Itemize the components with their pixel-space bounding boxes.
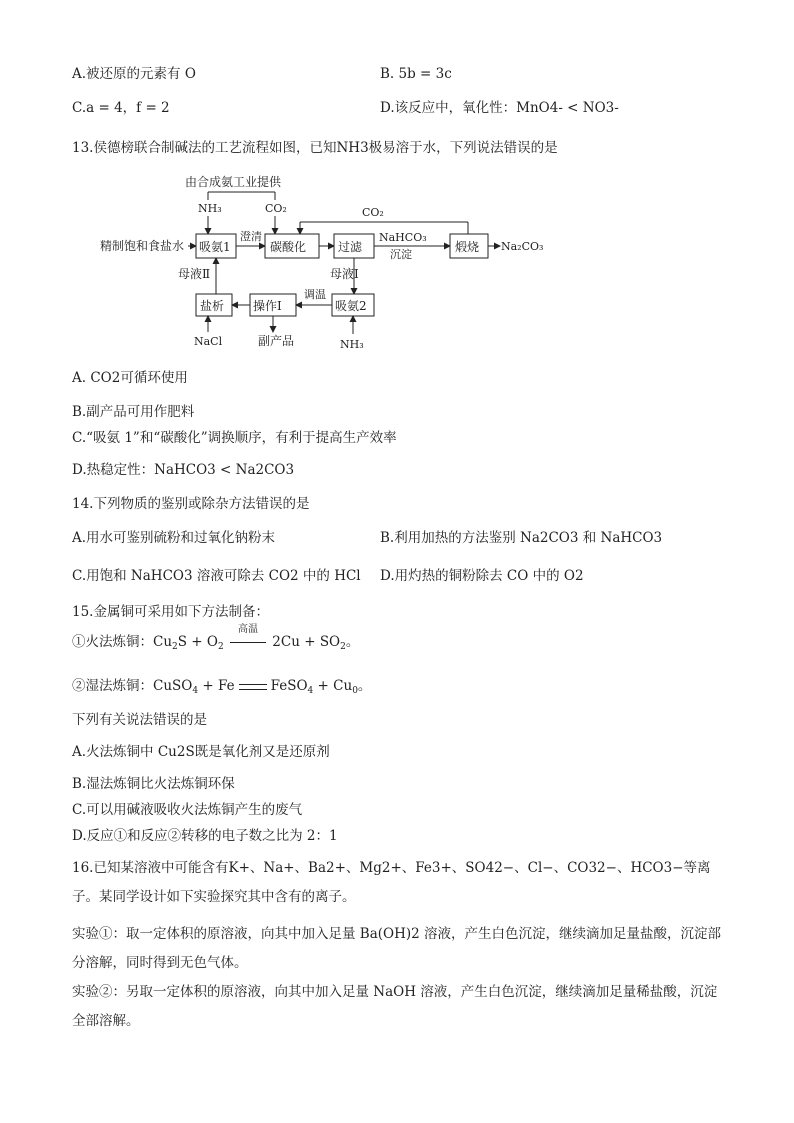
diagram-co2-recycle: CO₂	[362, 206, 384, 219]
q14-stem: 14.下列物质的鉴别或除杂方法错误的是	[72, 496, 310, 512]
q12-option-d-prefix: D.该反应中，氧化性：	[380, 100, 517, 116]
q16-stem-b: 等离子。某同学设计如下实验探究其中含有的离子。	[72, 860, 711, 905]
q16-experiment-1: 实验①：取一定体积的原溶液，向其中加入足量 Ba(OH)2 溶液，产生白色沉淀，继续滴加足量盐酸，沉淀部分溶解，同时得到无色气体。	[72, 926, 722, 971]
q15-method2-label: ②湿法炼铜：	[72, 678, 153, 694]
diagram-product: Na₂CO₃	[501, 240, 544, 253]
q15-method1: ①火法炼铜：$Cu_2S + O_2$ 高温 $2Cu + SO_2$。	[72, 632, 359, 657]
q13-option-c: C.“吸氨 1”和“碳酸化”调换顺序，有利于提高生产效率	[72, 430, 397, 446]
q16-stem-a: 16.已知某溶液中可能含有	[72, 860, 229, 876]
diagram-nahco3: NaHCO₃	[379, 231, 427, 244]
diagram-box-absorb1: 吸氨1	[199, 240, 231, 254]
q13-option-b: B.副产品可用作肥料	[72, 404, 195, 420]
q15-sub-stem: 下列有关说法错误的是	[72, 712, 207, 728]
q14-option-c: C.用饱和 NaHCO3 溶液可除去 CO2 中的 HCl	[72, 568, 361, 584]
q12-option-b: B. 5b = 3c	[380, 66, 452, 82]
q13-option-a: A. CO2可循环使用	[72, 370, 188, 386]
diagram-clarify: 澄清	[240, 230, 262, 243]
diagram-box-salting: 盐析	[200, 299, 225, 313]
q12-option-d	[380, 98, 619, 118]
q15-option-b: B.湿法炼铜比火法炼铜环保	[72, 776, 235, 792]
q15-condition-text: 高温	[238, 624, 259, 635]
diagram-box-absorb2: 吸氨2	[335, 299, 367, 313]
q13-stem-nh3: NH3	[336, 140, 369, 156]
diagram-nh3-bottom: NH₃	[340, 338, 364, 351]
diagram-box-filter: 过滤	[338, 240, 363, 254]
q15-method1-condition	[228, 624, 268, 652]
q13-flow-diagram	[100, 170, 580, 355]
q12-option-a: A.被还原的元素有 O	[72, 66, 196, 82]
q15-stem: 15.金属铜可采用如下方法制备：	[72, 604, 269, 620]
q13-option-d: D.热稳定性：NaHCO3 < Na2CO3	[72, 462, 295, 478]
q16-experiment-2: 实验②：另取一定体积的原溶液，向其中加入足量 NaOH 溶液，产生白色沉淀，继续滴加足量稀盐酸，沉淀全部溶解。	[72, 984, 718, 1029]
diagram-box-carbonation: 碳酸化	[270, 240, 307, 254]
diagram-precip: 沉淀	[390, 248, 412, 261]
diagram-mother1: 母液Ⅰ	[330, 267, 359, 281]
q13-stem-a: 13.侯德榜联合制碱法的工艺流程如图，已知	[72, 140, 337, 156]
diagram-co2-top: CO₂	[265, 202, 287, 215]
q15-option-a: A.火法炼铜中 Cu2S既是氧化剂又是还原剂	[72, 744, 330, 760]
diagram-box-calcine: 煅烧	[455, 240, 480, 254]
q12-option-c: C.a = 4，f = 2	[72, 100, 170, 116]
diagram-adjust: 调温	[304, 288, 326, 301]
q12-option-d-expr: MnO4- < NO3-	[516, 100, 619, 116]
q14-option-a: A.用水可鉴别硫粉和过氧化钠粉末	[72, 530, 276, 546]
q15-method2: ②湿法炼铜：CuSO$_4$ + Fe FeSO$_4$ + $Cu_0$。	[72, 678, 372, 696]
q15-method1-label: ①火法炼铜：	[72, 634, 153, 650]
q15-option-c: C.可以用碱液吸收火法炼铜产生的废气	[72, 802, 303, 818]
diagram-top-label: 由合成氨工业提供	[185, 175, 282, 189]
diagram-box-operation1: 操作Ⅰ	[253, 299, 282, 313]
diagram-feed: 精制饱和食盐水	[100, 239, 185, 253]
q16-stem-ions: K+、Na+、Ba2+、Mg2+、Fe3+、SO42−、Cl−、CO32−、HCO3−	[228, 860, 684, 876]
q15-option-d: D.反应①和反应②转移的电子数之比为 2：1	[72, 828, 338, 844]
diagram-nh3-top: NH₃	[198, 202, 222, 215]
q16-stem	[72, 854, 724, 912]
q14-option-d: D.用灼热的铜粉除去 CO 中的 O2	[380, 568, 584, 584]
diagram-mother2: 母液Ⅱ	[178, 267, 211, 281]
q14-option-b: B.利用加热的方法鉴别 Na2CO3 和 NaHCO3	[380, 530, 663, 546]
diagram-nacl: NaCl	[194, 335, 223, 348]
q13-stem-b: 极易溶于水，下列说法错误的是	[368, 140, 558, 156]
q13-stem	[72, 138, 558, 158]
diagram-byproduct: 副产品	[258, 334, 295, 348]
